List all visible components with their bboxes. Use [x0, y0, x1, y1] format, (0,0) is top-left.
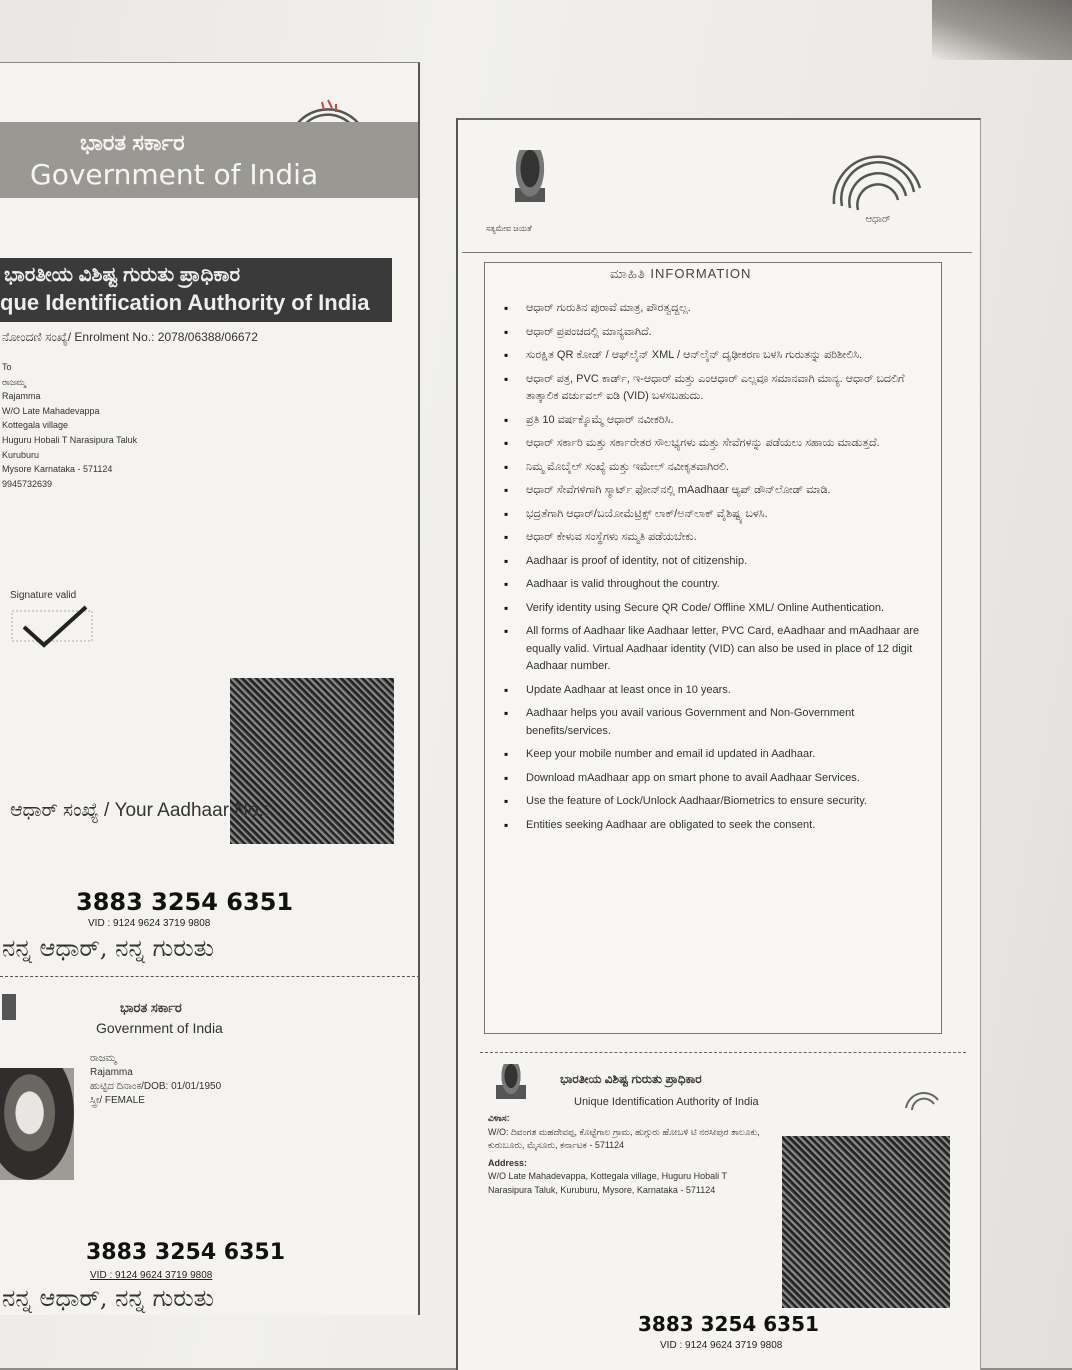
card-back-uidai-english: Unique Identification Authority of India: [574, 1096, 759, 1108]
info-item: ▪ ನಿಮ್ಮ ಮೊಬೈಲ್ ಸಂಖ್ಯೆ ಮತ್ತು ಇಮೇಲ್ ನವೀಕೃತವಾಗಿರಲಿ.: [500, 459, 930, 477]
info-item: ▪ ಆಧಾರ್ ಸೇವೆಗಳಿಗಾಗಿ ಸ್ಮಾರ್ಟ್ ಫೋನ್‌ನಲ್ಲಿ mAadhaar ಆ್ಯಪ್ ಡೌನ್‌ಲೋಡ್ ಮಾಡಿ.: [500, 482, 930, 500]
info-item: ▪ Aadhaar helps you avail various Government and Non-Government benefits/services.: [500, 705, 930, 740]
information-title: ಮಾಹಿತಿ INFORMATION: [610, 266, 752, 281]
qr-code: [782, 1136, 950, 1308]
aadhaar-logo-icon: [822, 152, 932, 226]
holder-name-english: Rajamma: [90, 1067, 133, 1078]
info-item: ▪ Aadhaar is valid throughout the country.: [500, 576, 930, 594]
info-item: ▪ ಆಧಾರ್ ಪತ್ರ, PVC ಕಾರ್ಡ್, ಇ-ಆಧಾರ್ ಮತ್ತು ಎಂಆಧಾರ್ ಎಲ್ಲವೂ ಸಮಾನವಾಗಿ ಮಾನ್ಯ. ಆಧಾರ್ ಬದಲಿಗೆ ತಾತ್ಕಾಲಿಕ ವರ್ಚುವಲ್ ಐಡಿ (VID) ಬಳಸಬಹುದು.: [500, 371, 930, 406]
page-curl-shadow: [932, 0, 1072, 60]
enrolment-number: 2078/06388/06672: [157, 330, 258, 344]
vid-number: VID : 9124 9624 3719 9808: [88, 918, 211, 929]
aadhaar-logo-text: ಆಧಾರ್: [865, 214, 891, 225]
card-vid: VID : 9124 9624 3719 9808: [90, 1270, 213, 1281]
address-line: W/O Late Mahadevappa: [2, 405, 100, 416]
info-item: ▪ ಭದ್ರತೆಗಾಗಿ ಆಧಾರ್/ಬಯೋಮೆಟ್ರಿಕ್ಸ್ ಲಾಕ್/ಅನ್‌ಲಾಕ್ ವೈಶಿಷ್ಟ್ಯ ಬಳಸಿ.: [500, 506, 930, 524]
aadhaar-logo-icon: [902, 1080, 942, 1116]
info-item: ▪ ಪ್ರತಿ 10 ವರ್ಷಕ್ಕೊಮ್ಮೆ ಆಧಾರ್ ನವೀಕರಿಸಿ.: [500, 412, 930, 430]
card-back-vid: VID : 9124 9624 3719 9808: [660, 1340, 783, 1351]
recipient-address: [2, 360, 137, 491]
info-item: ▪ Download mAadhaar app on smart phone to avail Aadhaar Services.: [500, 770, 930, 788]
uidai-title-kannada: ಭಾರತೀಯ ವಿಶಿಷ್ಟ ಗುರುತು ಪ್ರಾಧಿಕಾರ: [4, 264, 241, 286]
address-line: 9945732639: [2, 478, 53, 489]
enrolment-label: ನೋಂದಣಿ ಸಂಖ್ಯೆ/ Enrolment No.:: [2, 330, 155, 344]
your-aadhaar-label: ಆಧಾರ್ ಸಂಖ್ಯೆ / Your Aadhaar No.:: [10, 800, 270, 821]
card-back-aadhaar-number: 3883 3254 6351: [638, 1312, 819, 1336]
emblem-icon: [0, 990, 24, 1030]
info-item: ▪ ಆಧಾರ್ ಗುರುತಿನ ಪುರಾವೆ ಮಾತ್ರ, ಪೌರತ್ವದ್ದಲ್ಲ.: [500, 300, 930, 318]
signature-block: [10, 590, 100, 656]
address-line: Rajamma: [2, 391, 41, 402]
info-item: ▪ ಆಧಾರ್ ಕೇಳುವ ಸಂಸ್ಥೆಗಳು ಸಮ್ಮತಿ ಪಡೆಯಬೇಕು.: [500, 529, 930, 547]
tagline: ನನ್ನ ಆಧಾರ್, ನನ್ನ ಗುರುತು: [2, 934, 214, 962]
holder-dob: ಹುಟ್ಟಿದ ದಿನಾಂಕ/DOB: 01/01/1950: [90, 1081, 222, 1092]
cut-line: [0, 976, 420, 977]
info-item: ▪ ಆಧಾರ್ ಸರ್ಕಾರಿ ಮತ್ತು ಸರ್ಕಾರೇತರ ಸೌಲಭ್ಯಗಳು ಮತ್ತು ಸೇವೆಗಳನ್ನು ಪಡೆಯಲು ಸಹಾಯ ಮಾಡುತ್ತದೆ.: [500, 435, 930, 453]
holder-details: [90, 1052, 221, 1108]
info-item: ▪ Verify identity using Secure QR Code/ Offline XML/ Online Authentication.: [500, 600, 930, 618]
info-item: ▪ Update Aadhaar at least once in 10 years.: [500, 682, 930, 700]
holder-name-kannada: ರಾಜಮ್ಮ: [90, 1053, 117, 1064]
signature-check-icon: [10, 601, 100, 653]
card-gov-english: Government of India: [96, 1020, 223, 1036]
government-of-india-band: [0, 122, 418, 198]
aadhaar-number: 3883 3254 6351: [76, 888, 294, 916]
info-item: ▪ All forms of Aadhaar like Aadhaar letter, PVC Card, eAadhaar and mAadhaar are equally valid. Virtual Aadhaar identity (VID) can also be used in place of 12 digit Aadhaar number.: [500, 623, 930, 676]
card-gov-kannada: ಭಾರತ ಸರ್ಕಾರ: [120, 1000, 182, 1015]
uidai-band: [0, 258, 392, 322]
address-english: W/O Late Mahadevappa, Kottegala village, Huguru Hobali T Narasipura Taluk, Kuruburu, Mysore, Karnataka - 571124: [488, 1171, 727, 1195]
address-kannada-label: ವಿಳಾಸ:: [488, 1113, 510, 1123]
card-aadhaar-number: 3883 3254 6351: [86, 1240, 286, 1265]
address-kannada: W/O: ದಿವಂಗತ ಮಹದೇವಪ್ಪ, ಕೊಟ್ಟೆಗಾಲ ಗ್ರಾಮ, ಹುಗ್ಗುರು ಹೋಬಳಿ ಟಿ ನರಸೀಪುರ ತಾಲೂಕು, ಕುರುಬೂರು, ಮೈಸೂರು, ಕರ್ನಾಟಕ - 571124: [488, 1126, 760, 1150]
address-line: Kuruburu: [2, 449, 40, 460]
info-item: ▪ Aadhaar is proof of identity, not of citizenship.: [500, 553, 930, 571]
ashoka-emblem-icon: [496, 1064, 526, 1104]
info-item: ▪ Entities seeking Aadhaar are obligated to seek the consent.: [500, 817, 930, 835]
info-item: ▪ Keep your mobile number and email id updated in Aadhaar.: [500, 746, 930, 764]
card-back-address: [488, 1112, 768, 1197]
card-tagline: ನನ್ನ ಆಧಾರ್, ನನ್ನ ಗುರುತು: [2, 1284, 214, 1312]
signature-label: Signature valid: [10, 590, 77, 601]
gov-title-english: Government of India: [30, 158, 319, 191]
holder-photo: [0, 1068, 74, 1180]
address-line: Mysore Karnataka - 571124: [2, 464, 113, 475]
ashoka-emblem-icon: [508, 150, 552, 212]
enrolment-line: [2, 330, 258, 345]
info-item: ▪ ಸುರಕ್ಷಿತ QR ಕೋಡ್ / ಆಫ್‌ಲೈನ್ XML / ಆನ್‌ಲೈನ್ ದೃಢೀಕರಣ ಬಳಸಿ ಗುರುತನ್ನು ಪರಿಶೀಲಿಸಿ.: [500, 347, 930, 365]
address-line: Huguru Hobali T Narasipura Taluk: [2, 434, 138, 445]
info-item: ▪ ಆಧಾರ್ ಪ್ರಪಂಚದಲ್ಲಿ ಮಾನ್ಯವಾಗಿದೆ.: [500, 324, 930, 342]
address-line: ರಾಜಮ್ಮ: [2, 376, 26, 387]
header-rule: [462, 252, 972, 253]
info-item: ▪ Use the feature of Lock/Unlock Aadhaar/Biometrics to ensure security.: [500, 793, 930, 811]
holder-gender: ಸ್ತ್ರೀ/ FEMALE: [90, 1095, 145, 1106]
gov-title-kannada: ಭಾರತ ಸರ್ಕಾರ: [80, 130, 185, 155]
uidai-title-english: que Identification Authority of India: [0, 290, 370, 315]
card-back-uidai-kannada: ಭಾರತೀಯ ವಿಶಿಷ್ಟ ಗುರುತು ಪ್ರಾಧಿಕಾರ: [560, 1072, 702, 1086]
address-line: Kottegala village: [2, 420, 69, 431]
address-line: To: [2, 362, 12, 372]
emblem-caption: ಸತ್ಯಮೇವ ಜಯತೆ: [486, 224, 532, 233]
address-english-label: Address:: [488, 1157, 528, 1168]
information-list: [500, 300, 930, 840]
cut-line: [480, 1052, 966, 1053]
